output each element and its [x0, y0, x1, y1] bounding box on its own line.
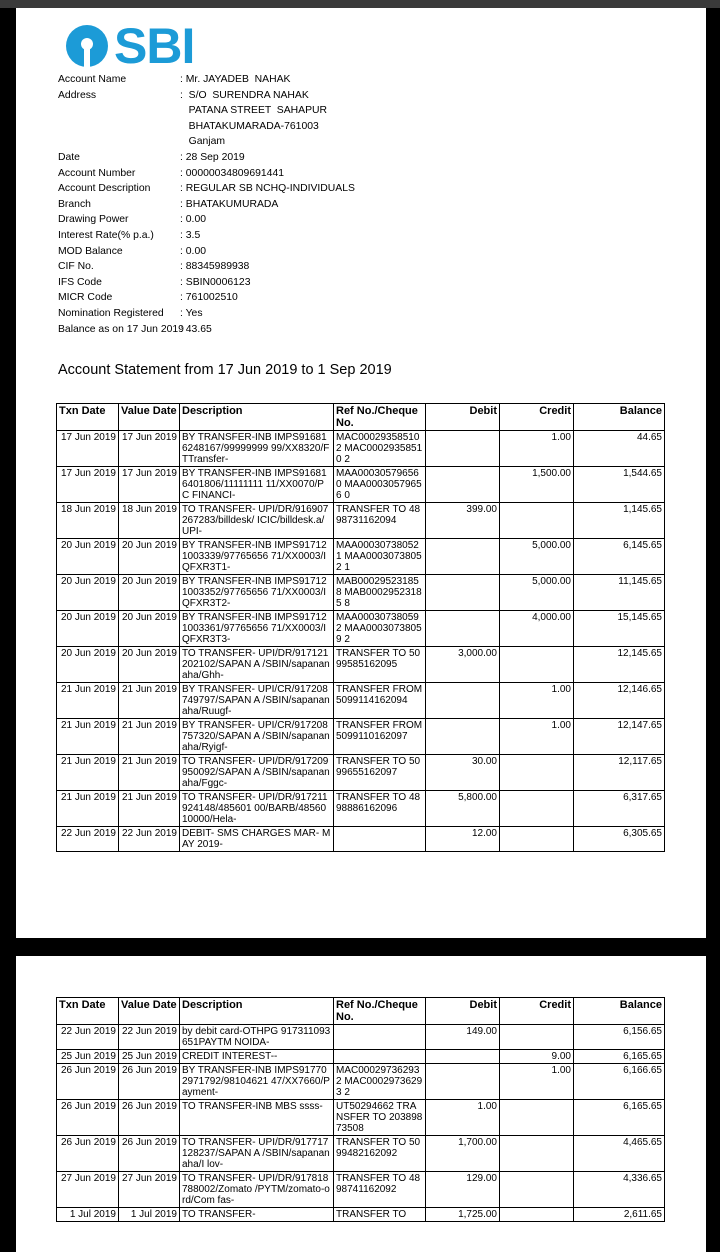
table-row: [57, 1064, 665, 1100]
cell-balance: 12,145.65: [574, 647, 665, 683]
cell-txn-date: 17 Jun 2019: [57, 467, 119, 503]
account-info-label: Account Description: [58, 183, 151, 195]
table-row: [57, 1050, 665, 1064]
table-row: [57, 1100, 665, 1136]
cell-value-date: 21 Jun 2019: [119, 719, 180, 755]
cell-txn-date: 17 Jun 2019: [57, 431, 119, 467]
table-row: [57, 467, 665, 503]
cell-debit: [426, 575, 500, 611]
account-info-label: CIF No.: [58, 261, 94, 273]
cell-ref: TRANSFER FROM 5099114162094: [334, 683, 426, 719]
account-info-label: MICR Code: [58, 292, 113, 304]
cell-description: TO TRANSFER- UPI/DR/917121202102/SAPAN A /SBIN/sapananaha/Ghh-: [180, 647, 334, 683]
cell-debit: 1.00: [426, 1100, 500, 1136]
account-info-label: Balance as on 17 Jun 2019: [58, 323, 184, 335]
cell-value-date: 25 Jun 2019: [119, 1050, 180, 1064]
cell-txn-date: 22 Jun 2019: [57, 827, 119, 852]
account-info-value: : 00000034809691441: [180, 167, 285, 179]
cell-ref: TRANSFER TO 4898741162092: [334, 1172, 426, 1208]
account-info-row: [58, 119, 355, 135]
table-row: [57, 683, 665, 719]
cell-ref: [334, 1025, 426, 1050]
account-info-value: BHATAKUMARADA-761003: [180, 120, 319, 132]
cell-ref: [334, 827, 426, 852]
cell-description: BY TRANSFER-INB IMPS917121003352/97765656 71/XX0003/IQFXR3T2-: [180, 575, 334, 611]
cell-txn-date: 22 Jun 2019: [57, 1025, 119, 1050]
cell-credit: 5,000.00: [500, 575, 574, 611]
cell-credit: 1.00: [500, 1064, 574, 1100]
account-info-label: [58, 134, 180, 150]
table-row: [57, 539, 665, 575]
cell-description: TO TRANSFER- UPI/DR/917717128237/SAPAN A /SBIN/sapananaha/I lov-: [180, 1136, 334, 1172]
account-info-row: [58, 275, 355, 291]
cell-value-date: 1 Jul 2019: [119, 1208, 180, 1222]
cell-value-date: 27 Jun 2019: [119, 1172, 180, 1208]
account-info-label: Drawing Power: [58, 214, 129, 226]
header-balance: Balance: [574, 404, 665, 431]
header-txn-date: Txn Date: [57, 998, 119, 1025]
account-info-value: : 28 Sep 2019: [180, 151, 245, 163]
cell-value-date: 22 Jun 2019: [119, 827, 180, 852]
cell-credit: [500, 1208, 574, 1222]
account-info-row: [58, 88, 355, 104]
cell-value-date: 20 Jun 2019: [119, 539, 180, 575]
account-info-value: : 761002510: [180, 292, 238, 304]
cell-debit: 1,725.00: [426, 1208, 500, 1222]
account-info-value: : 0.00: [180, 214, 206, 226]
cell-txn-date: 26 Jun 2019: [57, 1100, 119, 1136]
cell-debit: 399.00: [426, 503, 500, 539]
header-description: Description: [180, 998, 334, 1025]
cell-txn-date: 18 Jun 2019: [57, 503, 119, 539]
cell-balance: 6,166.65: [574, 1064, 665, 1100]
table-row: [57, 575, 665, 611]
account-info-value: : Mr. JAYADEB NAHAK: [180, 74, 291, 85]
header-value-date: Value Date: [119, 998, 180, 1025]
cell-debit: [426, 611, 500, 647]
account-info-value: : 3.5: [180, 229, 201, 241]
statement-title: Account Statement from 17 Jun 2019 to 1 Sep 2019: [58, 362, 392, 378]
account-info-row: [58, 322, 355, 338]
cell-balance: 6,317.65: [574, 791, 665, 827]
cell-credit: 1.00: [500, 431, 574, 467]
cell-value-date: 22 Jun 2019: [119, 1025, 180, 1050]
cell-value-date: 21 Jun 2019: [119, 791, 180, 827]
cell-ref: MAA00030579656 0 MAA00030579656 0: [334, 467, 426, 503]
account-info-row: [58, 290, 355, 306]
account-info-value: : 88345989938: [180, 261, 250, 273]
account-info-row: [58, 150, 355, 166]
cell-credit: [500, 1172, 574, 1208]
cell-txn-date: 20 Jun 2019: [57, 539, 119, 575]
account-info-value: : S/O SURENDRA NAHAK: [180, 89, 309, 101]
cell-credit: 1,500.00: [500, 467, 574, 503]
cell-balance: 6,305.65: [574, 827, 665, 852]
cell-balance: 2,611.65: [574, 1208, 665, 1222]
table-row: [57, 755, 665, 791]
cell-debit: [426, 683, 500, 719]
cell-description: CREDIT INTEREST--: [180, 1050, 334, 1064]
table-row: [57, 1208, 665, 1222]
cell-txn-date: 25 Jun 2019: [57, 1050, 119, 1064]
table-row: [57, 1136, 665, 1172]
sbi-logo-icon: [64, 23, 110, 69]
cell-description: TO TRANSFER- UPI/DR/917818788002/Zomato /PYTM/zomato-ord/Com fas-: [180, 1172, 334, 1208]
header-value-date: Value Date: [119, 404, 180, 431]
header-ref: Ref No./Cheque No.: [334, 404, 426, 431]
cell-txn-date: 20 Jun 2019: [57, 611, 119, 647]
header-credit: Credit: [500, 404, 574, 431]
cell-ref: TRANSFER TO 5099585162095: [334, 647, 426, 683]
header-description: Description: [180, 404, 334, 431]
account-info-value: : BHATAKUMURADA: [180, 198, 279, 210]
cell-balance: 44.65: [574, 431, 665, 467]
cell-description: TO TRANSFER- UPI/DR/916907267283/billdesk/ ICIC/billdesk.a/UPI-: [180, 503, 334, 539]
cell-credit: 5,000.00: [500, 539, 574, 575]
table-row: [57, 1025, 665, 1050]
cell-description: BY TRANSFER-INB IMPS917702971792/98104621 47/XX7660/Payment-: [180, 1064, 334, 1100]
header-debit: Debit: [426, 404, 500, 431]
cell-credit: [500, 1136, 574, 1172]
cell-credit: [500, 503, 574, 539]
cell-value-date: 20 Jun 2019: [119, 647, 180, 683]
cell-description: by debit card-OTHPG 917311093651PAYTM NOIDA-: [180, 1025, 334, 1050]
cell-debit: [426, 431, 500, 467]
cell-ref: MAC00029736293 2 MAC00029736293 2: [334, 1064, 426, 1100]
cell-credit: 1.00: [500, 683, 574, 719]
cell-txn-date: 1 Jul 2019: [57, 1208, 119, 1222]
account-info-row: [58, 103, 355, 119]
account-info-value: : REGULAR SB NCHQ-INDIVIDUALS: [180, 183, 355, 195]
cell-ref: UT50294662 TRANSFER TO 20389873508: [334, 1100, 426, 1136]
account-info-row: [58, 244, 355, 260]
cell-credit: 1.00: [500, 719, 574, 755]
header-balance: Balance: [574, 998, 665, 1025]
cell-ref: MAA00030738059 2 MAA00030738059 2: [334, 611, 426, 647]
account-info-label: [58, 119, 180, 135]
account-info-row: [58, 228, 355, 244]
table-header-row: [57, 404, 665, 431]
account-info-value: : 0.00: [180, 245, 206, 257]
cell-balance: 6,165.65: [574, 1100, 665, 1136]
transaction-table: [56, 997, 665, 1222]
account-info-value: PATANA STREET SAHAPUR: [180, 105, 328, 117]
account-info-row: [58, 259, 355, 275]
cell-txn-date: 21 Jun 2019: [57, 719, 119, 755]
cell-value-date: 17 Jun 2019: [119, 467, 180, 503]
sbi-logo: [64, 20, 194, 72]
top-bar: [0, 0, 720, 8]
table-row: [57, 431, 665, 467]
cell-txn-date: 20 Jun 2019: [57, 647, 119, 683]
cell-credit: [500, 755, 574, 791]
table-row: [57, 827, 665, 852]
cell-txn-date: 21 Jun 2019: [57, 791, 119, 827]
account-info-row: [58, 212, 355, 228]
cell-credit: 9.00: [500, 1050, 574, 1064]
cell-credit: [500, 1025, 574, 1050]
cell-debit: [426, 719, 500, 755]
cell-balance: 12,117.65: [574, 755, 665, 791]
cell-ref: TRANSFER TO 5099655162097: [334, 755, 426, 791]
cell-balance: 12,146.65: [574, 683, 665, 719]
table-row: [57, 503, 665, 539]
cell-value-date: 21 Jun 2019: [119, 683, 180, 719]
cell-description: TO TRANSFER-: [180, 1208, 334, 1222]
cell-credit: [500, 791, 574, 827]
account-info-row: [58, 134, 355, 150]
table-header-row: [57, 998, 665, 1025]
account-info-row: [58, 306, 355, 322]
cell-value-date: 26 Jun 2019: [119, 1064, 180, 1100]
cell-debit: [426, 467, 500, 503]
cell-debit: 12.00: [426, 827, 500, 852]
account-info-label: [58, 103, 180, 119]
account-info-row: [58, 197, 355, 213]
cell-debit: [426, 539, 500, 575]
cell-credit: [500, 827, 574, 852]
cell-debit: [426, 1064, 500, 1100]
cell-ref: TRANSFER TO 5099482162092: [334, 1136, 426, 1172]
account-info-row: [58, 166, 355, 182]
cell-description: TO TRANSFER- UPI/DR/917211924148/485601 00/BARB/4856010000/Hela-: [180, 791, 334, 827]
cell-ref: TRANSFER TO 4898886162096: [334, 791, 426, 827]
cell-debit: 1,700.00: [426, 1136, 500, 1172]
cell-ref: TRANSFER TO: [334, 1208, 426, 1222]
header-ref: Ref No./Cheque No.: [334, 998, 426, 1025]
transaction-table: [56, 403, 665, 852]
cell-ref: TRANSFER TO 4898731162094: [334, 503, 426, 539]
account-info-row: [58, 72, 355, 88]
cell-debit: 5,800.00: [426, 791, 500, 827]
cell-txn-date: 21 Jun 2019: [57, 683, 119, 719]
account-info-label: Nomination Registered: [58, 307, 164, 319]
account-info-label: Date: [58, 151, 80, 163]
cell-description: BY TRANSFER-INB IMPS916816248167/99999999 99/XX8320/FTTransfer-: [180, 431, 334, 467]
account-info-label: Branch: [58, 198, 91, 210]
cell-description: BY TRANSFER- UPI/CR/917208749797/SAPAN A /SBIN/sapananaha/Ruugf-: [180, 683, 334, 719]
account-info-label: IFS Code: [58, 276, 102, 288]
statement-page-1: [16, 8, 706, 938]
cell-value-date: 26 Jun 2019: [119, 1100, 180, 1136]
account-info-label: Account Number: [58, 167, 136, 179]
table-row: [57, 791, 665, 827]
cell-debit: 3,000.00: [426, 647, 500, 683]
table-row: [57, 1172, 665, 1208]
cell-credit: [500, 1100, 574, 1136]
cell-value-date: 21 Jun 2019: [119, 755, 180, 791]
cell-debit: 30.00: [426, 755, 500, 791]
cell-debit: 149.00: [426, 1025, 500, 1050]
cell-ref: [334, 1050, 426, 1064]
cell-ref: MAB00029523185 8 MAB00029523185 8: [334, 575, 426, 611]
account-info-value: : SBIN0006123: [180, 276, 251, 288]
cell-balance: 4,465.65: [574, 1136, 665, 1172]
cell-balance: 6,145.65: [574, 539, 665, 575]
cell-description: BY TRANSFER- UPI/CR/917208757320/SAPAN A /SBIN/sapananaha/Ryigf-: [180, 719, 334, 755]
cell-debit: 129.00: [426, 1172, 500, 1208]
cell-balance: 6,165.65: [574, 1050, 665, 1064]
cell-description: TO TRANSFER-INB MBS ssss-: [180, 1100, 334, 1136]
account-info-row: [58, 181, 355, 197]
sbi-logo-text: SBI: [114, 18, 195, 74]
cell-ref: MAA00030738052 1 MAA00030738052 1: [334, 539, 426, 575]
account-info-label: MOD Balance: [58, 245, 123, 257]
cell-value-date: 18 Jun 2019: [119, 503, 180, 539]
cell-balance: 12,147.65: [574, 719, 665, 755]
header-txn-date: Txn Date: [57, 404, 119, 431]
cell-txn-date: 26 Jun 2019: [57, 1136, 119, 1172]
header-debit: Debit: [426, 998, 500, 1025]
cell-ref: TRANSFER FROM 5099110162097: [334, 719, 426, 755]
cell-txn-date: 26 Jun 2019: [57, 1064, 119, 1100]
cell-balance: 1,544.65: [574, 467, 665, 503]
cell-txn-date: 20 Jun 2019: [57, 575, 119, 611]
cell-description: BY TRANSFER-INB IMPS917121003361/97765656 71/XX0003/IQFXR3T3-: [180, 611, 334, 647]
account-info-value: : Yes: [180, 307, 203, 319]
cell-debit: [426, 1050, 500, 1064]
table-row: [57, 719, 665, 755]
account-info-value: : 43.65: [180, 323, 212, 335]
cell-description: BY TRANSFER-INB IMPS917121003339/97765656 71/XX0003/IQFXR3T1-: [180, 539, 334, 575]
cell-balance: 1,145.65: [574, 503, 665, 539]
table-row: [57, 611, 665, 647]
cell-txn-date: 21 Jun 2019: [57, 755, 119, 791]
cell-description: TO TRANSFER- UPI/DR/917209950092/SAPAN A /SBIN/sapananaha/Fggc-: [180, 755, 334, 791]
cell-credit: 4,000.00: [500, 611, 574, 647]
cell-value-date: 20 Jun 2019: [119, 575, 180, 611]
account-info-label: Address: [58, 89, 97, 101]
cell-txn-date: 27 Jun 2019: [57, 1172, 119, 1208]
account-info: [58, 72, 355, 337]
table-row: [57, 647, 665, 683]
cell-value-date: 20 Jun 2019: [119, 611, 180, 647]
cell-ref: MAC00029358510 2 MAC00029358510 2: [334, 431, 426, 467]
account-info-label: Account Name: [58, 74, 127, 85]
cell-description: DEBIT- SMS CHARGES MAR- MAY 2019-: [180, 827, 334, 852]
cell-value-date: 26 Jun 2019: [119, 1136, 180, 1172]
cell-balance: 6,156.65: [574, 1025, 665, 1050]
cell-description: BY TRANSFER-INB IMPS916816401806/11111111 11/XX0070/PC FINANCI-: [180, 467, 334, 503]
cell-credit: [500, 647, 574, 683]
statement-page-2: [16, 956, 706, 1252]
header-credit: Credit: [500, 998, 574, 1025]
cell-balance: 11,145.65: [574, 575, 665, 611]
account-info-value: Ganjam: [180, 136, 226, 148]
cell-balance: 15,145.65: [574, 611, 665, 647]
cell-value-date: 17 Jun 2019: [119, 431, 180, 467]
account-info-label: Interest Rate(% p.a.): [58, 229, 154, 241]
cell-balance: 4,336.65: [574, 1172, 665, 1208]
